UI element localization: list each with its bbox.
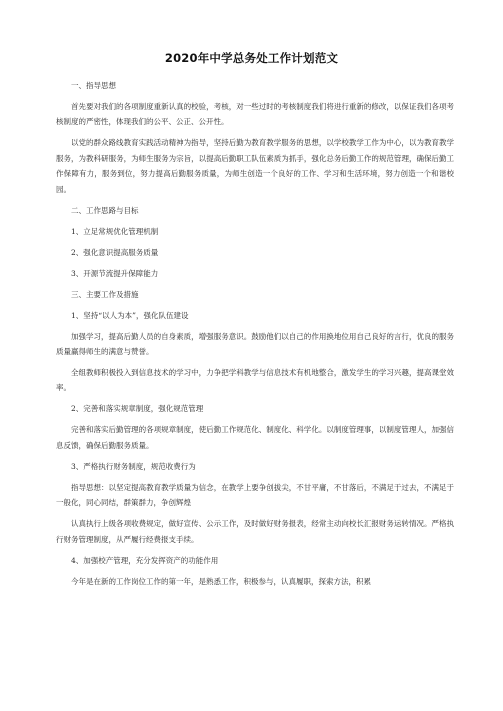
subsection-heading: 2、完善和落实规章制度，强化规范管理 xyxy=(71,404,204,414)
paragraph: 完善和落实后勤管理的各项规章制度，使后勤工作规范化、制度化、科学化。以制度管理事，以制度管理人，加强信息反馈，确保后勤服务质量。 xyxy=(56,425,454,450)
subsection-heading: 4、加强校产管理，充分发挥资产的功能作用 xyxy=(71,555,219,565)
paragraph: 今年是在新的工作岗位工作的第一年，是熟悉工作，积极参与，认真履职，探索方法，积累 xyxy=(71,576,371,586)
section-heading: 三、主要工作及措施 xyxy=(71,289,139,299)
paragraph: 指导思想：以坚定提高教育教学质量为信念，在教学上要争创拔尖，不甘平庸，不甘落后，不满足于过去，不满足于一般化，同心同结，群策群力，争创辉煌 xyxy=(56,482,454,508)
paragraph: 全组教师积极投入到信息技术的学习中，力争把学科教学与信息技术有机地整合，激发学生的学习兴趣，提高课堂效率。 xyxy=(56,368,454,393)
section-heading: 一、指导思想 xyxy=(71,81,116,90)
list-item: 2、强化意识提高服务质量 xyxy=(71,247,159,257)
paragraph: 以党的群众路线教育实践活动精神为指导，坚持后勤为教育教学服务的思想，以学校教学工作为中心，以为教育教学服务，为教科研服务，为师生服务为宗旨，以提高后勤职工队伍素质为抓手，强化总务后勤工作的规范管理，确保后勤工作保障有力，服务到位，努力提高后勤服务质量，为师生创造一个良好的工作、学习和生活环境，努力创造一个和谐校园。 xyxy=(56,138,454,194)
document-title: 2020年中学总务处工作计划范文 xyxy=(164,51,339,65)
document-body xyxy=(56,78,454,595)
paragraph: 加强学习，提高后勤人员的自身素质，增强服务意识。鼓励他们以自己的作用换地位用自己良好的言行，优良的服务质量赢得师生的满意与赞誉。 xyxy=(56,331,454,357)
section-heading: 二、工作思路与目标 xyxy=(71,205,139,215)
list-item: 1、立足常规优化管理机制 xyxy=(71,226,159,236)
subsection-heading: 3、严格执行财务制度，规范收费行为 xyxy=(71,461,196,471)
list-item: 3、开源节流提升保障能力 xyxy=(71,268,159,278)
paragraph: 认真执行上级各项收费规定，做好宣传、公示工作，及时做好财务报表，经常主动向校长汇报财务运转情况。严格执行财务管理制度，从严履行经费报支手续。 xyxy=(56,519,454,544)
paragraph: 首先要对我们的各项制度重新认真的校验，考核，对一些过时的考核制度我们将进行重新的修改，以保证我们各项考核制度的严密性，体现我们的公平、公正、公开性。 xyxy=(56,102,454,127)
subsection-heading: 1、坚持“以人为本”，强化队伍建设 xyxy=(71,310,189,320)
